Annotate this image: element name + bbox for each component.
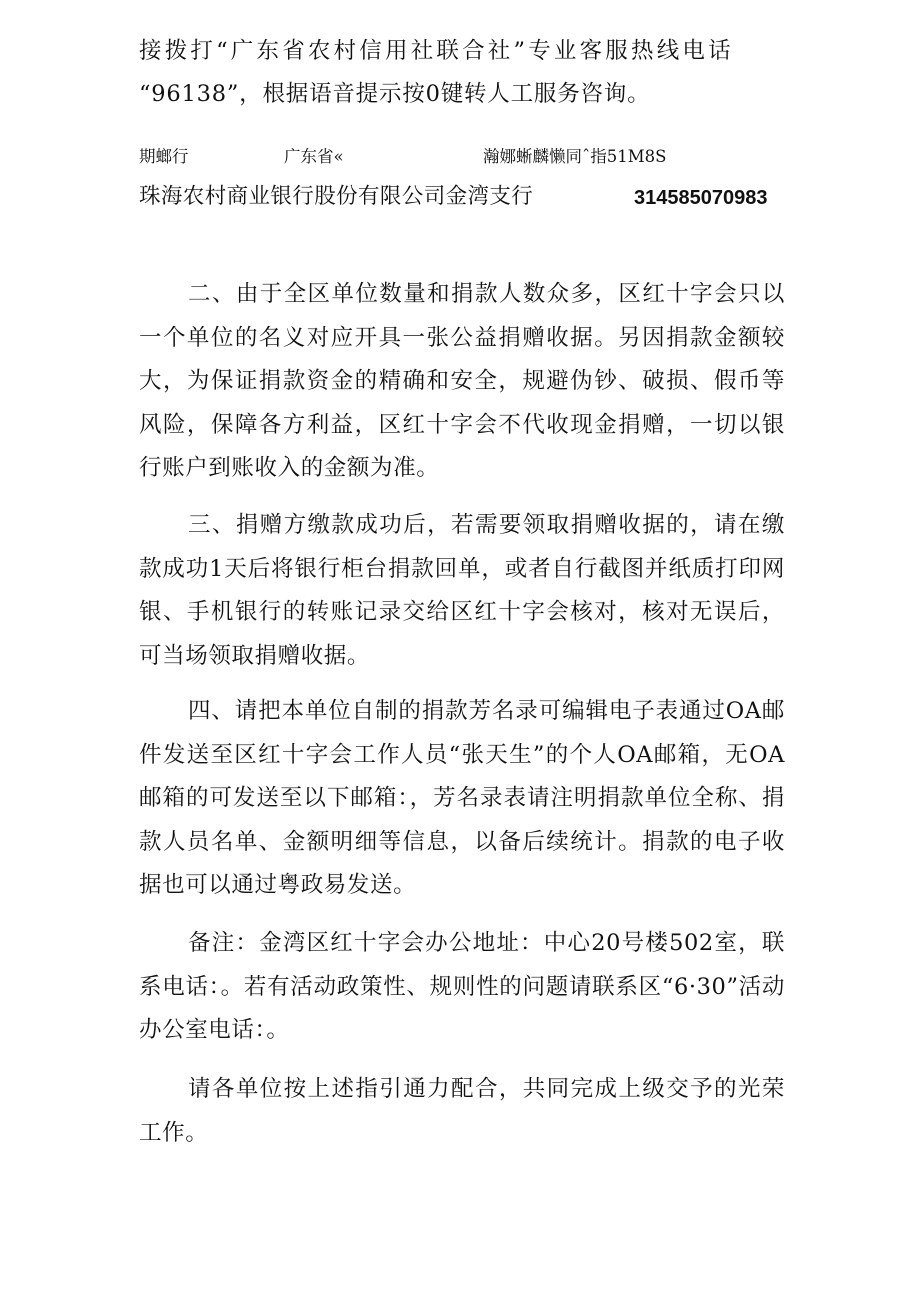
intro-line-1: 接拨打“广东省农村信用社联合社”专业客服热线电话 xyxy=(139,38,734,64)
bank-table-header-col2: 广东省« xyxy=(284,147,344,166)
bank-account-number: 314585070983 xyxy=(634,187,768,209)
bank-table-header-col1: 期螂行 xyxy=(139,147,189,166)
intro-line-2: “96138”，根据语音提示按0键转人工服务咨询。 xyxy=(139,81,651,107)
paragraph-2: 二、由于全区单位数量和捐款人数众多，区红十字会只以一个单位的名义对应开具一张公益捐赠收据。另因捐款金额较大，为保证捐款资金的精确和安全，规避伪钞、破损、假币等风险，保障各方利益，区红十字会不代收现金捐赠，一切以银行账户到账收入的金额为准。 xyxy=(139,281,785,481)
note-paragraph: 备注：金湾区红十字会办公地址：中心20号楼502室，联系电话：。若有活动政策性、规则性的问题请联系区“6·30”活动办公室电话：。 xyxy=(139,930,785,1043)
paragraph-3: 三、捐赠方缴款成功后，若需要领取捐赠收据的，请在缴款成功1天后将银行柜台捐款回单，或者自行截图并纸质打印网银、手机银行的转账记录交给区红十字会核对，核对无误后，可当场领取捐赠收据。 xyxy=(139,512,785,669)
closing-paragraph: 请各单位按上述指引通力配合，共同完成上级交予的光荣工作。 xyxy=(139,1076,785,1146)
paragraph-4: 四、请把本单位自制的捐款芳名录可编辑电子表通过OA邮件发送至区红十字会工作人员“张天生”的个人OA邮箱，无OA邮箱的可发送至以下邮箱：，芳名录表请注明捐款单位全称、捐款人员名单、金额明细等信息，以备后续统计。捐款的电子收据也可以通过粤政易发送。 xyxy=(139,698,785,898)
bank-name: 珠海农村商业银行股份有限公司金湾支行 xyxy=(139,184,534,209)
bank-table-header-col3: 瀚娜蜥麟懒同ˆ指51M8S xyxy=(483,147,667,166)
